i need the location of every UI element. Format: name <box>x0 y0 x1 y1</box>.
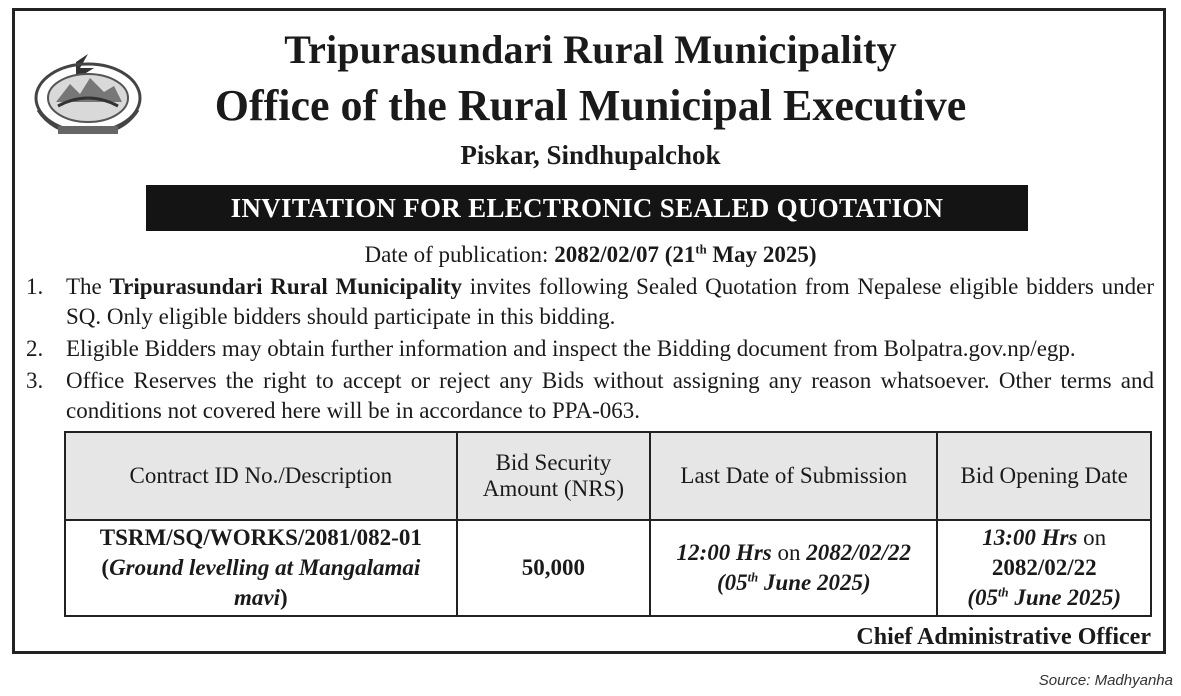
publication-label: Date of publication: <box>364 242 555 267</box>
header-submission: Last Date of Submission <box>650 432 937 520</box>
item-text-pre: The <box>66 274 110 299</box>
header-opening: Bid Opening Date <box>937 432 1151 520</box>
publication-date <box>0 242 1181 268</box>
item-text: Office Reserves the right to accept or reject any Bids without assigning any reason whatsoever. Other terms and conditions not covered here will be in accordance to PPA-063. <box>66 368 1154 423</box>
paren-open: ( <box>101 555 110 580</box>
table-row <box>65 520 1151 616</box>
header-security-line2: Amount (NRS) <box>482 476 624 501</box>
source-credit: Source: Madhyanha <box>1038 672 1173 689</box>
header-security-line1: Bid Security <box>495 450 612 475</box>
submission-time: 12:00 Hrs <box>676 540 772 565</box>
opening-eng-pre: (05 <box>967 585 999 610</box>
publication-date-value: 2082/02/07 (21 <box>554 242 696 267</box>
paren-close: ) <box>279 585 288 610</box>
item-text-bold: Tripurasundari Rural Municipality <box>109 274 463 299</box>
opening-on: on <box>1077 525 1107 550</box>
opening-time: 13:00 Hrs <box>982 525 1078 550</box>
item-text: Eligible Bidders may obtain further information and inspect the Bidding document from Bolpatra.gov.np/egp. <box>66 336 1076 361</box>
list-item <box>26 334 1154 364</box>
contract-description: Ground levelling at Mangalamai mavi <box>109 555 421 610</box>
opening-eng-post: June 2025) <box>1008 585 1122 610</box>
item-number: 1. <box>26 274 44 299</box>
submission-eng-post: June 2025) <box>758 570 871 595</box>
notice-banner: INVITATION FOR ELECTRONIC SEALED QUOTATION <box>146 185 1028 231</box>
location: Piskar, Sindhupalchok <box>460 140 721 170</box>
opening-date: 2082/02/22 <box>991 555 1097 580</box>
list-item <box>26 366 1154 426</box>
cell-submission <box>650 520 937 616</box>
submission-eng-sup: th <box>747 570 759 585</box>
cell-opening <box>937 520 1151 616</box>
header-contract: Contract ID No./Description <box>65 432 457 520</box>
list-item <box>26 272 1154 332</box>
submission-date: 2082/02/22 <box>806 540 912 565</box>
item-number: 3. <box>26 368 44 393</box>
publication-date-end: May 2025) <box>706 242 817 267</box>
terms-list <box>26 272 1154 428</box>
cell-contract <box>65 520 457 616</box>
bid-table <box>64 431 1152 617</box>
item-number: 2. <box>26 336 44 361</box>
item-text-post: invites following Sealed Quotation from Nepalese eligible bidders under SQ. Only eligible bidders should participate in this bidding. <box>66 274 1154 329</box>
opening-eng-sup: th <box>998 585 1009 600</box>
office-title: Office of the Rural Municipal Executive <box>214 81 967 130</box>
cell-amount: 50,000 <box>457 520 651 616</box>
municipality-title: Tripurasundari Rural Municipality <box>284 27 897 72</box>
header-security <box>457 432 651 520</box>
contract-id: TSRM/SQ/WORKS/2081/082-01 <box>99 525 422 550</box>
table-header-row <box>65 432 1151 520</box>
submission-eng-pre: (05 <box>716 570 748 595</box>
submission-on: on <box>771 540 807 565</box>
signature: Chief Administrative Officer <box>856 624 1151 650</box>
publication-date-sup: th <box>695 242 707 257</box>
